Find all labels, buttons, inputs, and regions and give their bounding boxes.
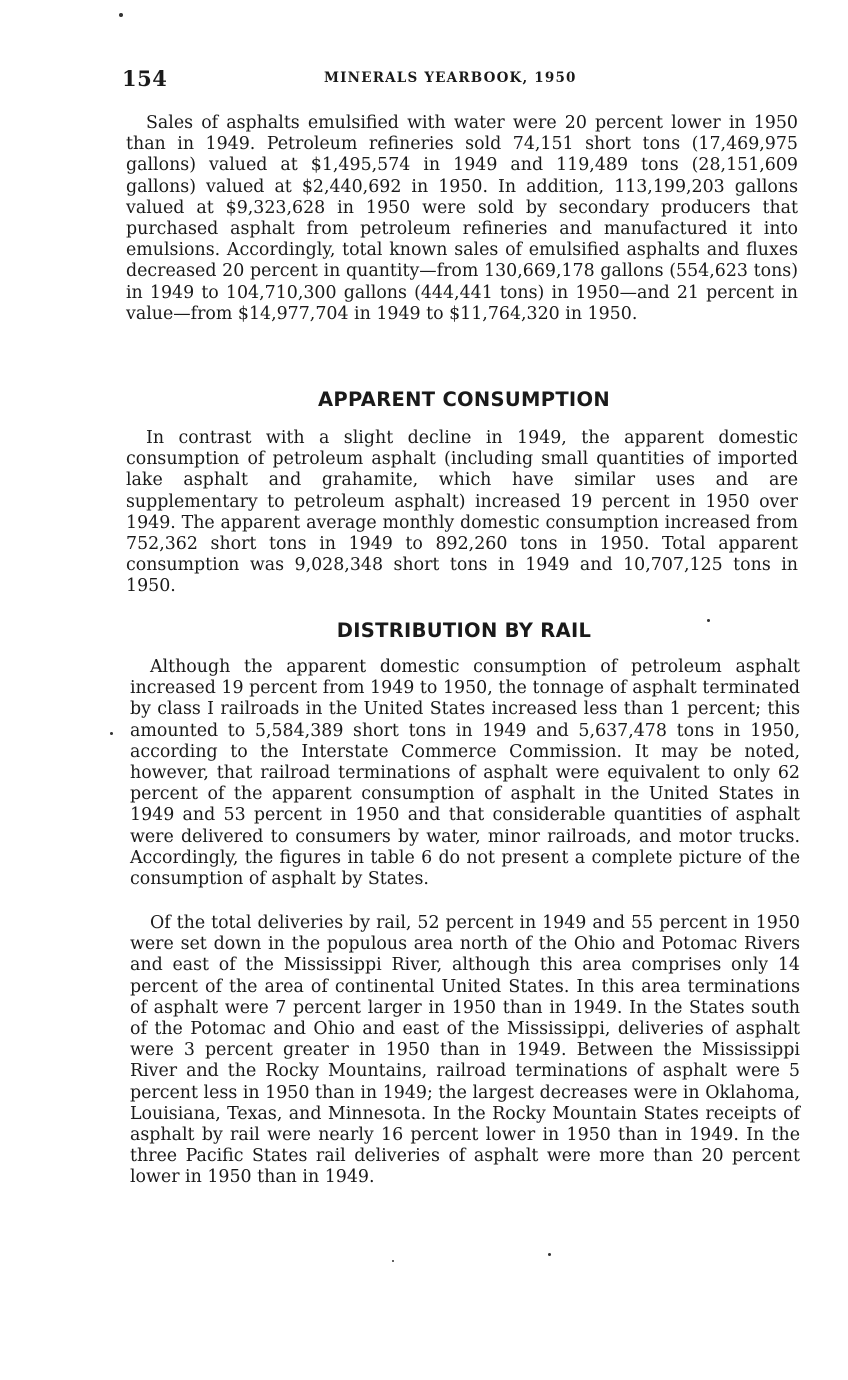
scan-speck xyxy=(707,619,710,622)
section-heading-distribution-by-rail: DISTRIBUTION BY RAIL xyxy=(336,619,592,642)
section-heading-apparent-consumption: APPARENT CONSUMPTION xyxy=(318,388,610,411)
paragraph-regional-deliveries: Of the total deliveries by rail, 52 percent in 1949 and 55 percent in 1950 were set down in the populous area north of the Ohio and Potomac Rivers and east of the Mississippi River, although this area comprises only 14 percent of the area of continental United States. In this area terminations of asphalt were 7 percent larger in 1950 than in 1949. In the States south of the Potomac and Ohio and east of the Mississippi, deliveries of asphalt were 3 percent greater in 1950 than in 1949. Between the Mississippi River and the Rocky Mountains, railroad terminations of asphalt were 5 percent less in 1950 than in 1949; the largest decreases were in Oklahoma, Louisiana, Texas, and Minnesota. In the Rocky Mountain States receipts of asphalt by rail were nearly 16 percent lower in 1950 than in 1949. In the three Pacific States rail deliveries of asphalt were more than 20 percent lower in 1950 than in 1949. xyxy=(130,913,800,1188)
running-header xyxy=(122,66,798,92)
scan-speck xyxy=(548,1253,551,1256)
running-title: MINERALS YEARBOOK, 1950 xyxy=(324,70,577,86)
scan-speck xyxy=(119,13,123,17)
paragraph-apparent-consumption: In contrast with a slight decline in 1949, the apparent domestic consumption of petroleum asphalt (including small quantities of imported lake asphalt and grahamite, which have similar uses and are supplementary to petroleum asphalt) increased 19 percent in 1950 over 1949. The apparent average monthly domestic consumption increased from 752,362 short tons in 1949 to 892,260 tons in 1950. Total apparent consumption was 9,028,348 short tons in 1949 and 10,707,125 tons in 1950. xyxy=(126,428,798,597)
page-number: 154 xyxy=(122,66,168,91)
scan-speck xyxy=(110,732,113,735)
paragraph-emulsified-asphalt-sales: Sales of asphalts emulsified with water were 20 percent lower in 1950 than in 1949. Petroleum refineries sold 74,151 short tons (17,469,975 gallons) valued at $1,495,574 in 1949 and 119,489 tons (28,151,609 gallons) valued at $2,440,692 in 1950. In addition, 113,199,203 gallons valued at $9,323,628 in 1950 were sold by secondary producers that purchased asphalt from petroleum refineries and manufactured it into emulsions. Accordingly, total known sales of emulsified asphalts and fluxes decreased 20 percent in quantity—from 130,669,178 gallons (554,623 tons) in 1949 to 104,710,300 gallons (444,441 tons) in 1950—and 21 percent in value—from $14,977,704 in 1949 to $11,764,320 in 1950. xyxy=(126,113,798,324)
scan-speck xyxy=(392,1260,394,1262)
paragraph-rail-terminations: Although the apparent domestic consumption of petroleum asphalt increased 19 percent from 1949 to 1950, the tonnage of asphalt terminated by class I railroads in the United States increased less than 1 percent; this amounted to 5,584,389 short tons in 1949 and 5,637,478 tons in 1950, according to the Interstate Commerce Commission. It may be noted, however, that railroad terminations of asphalt were equivalent to only 62 percent of the apparent consumption of asphalt in the United States in 1949 and 53 percent in 1950 and that considerable quantities of asphalt were delivered to consumers by water, minor railroads, and motor trucks. Accordingly, the figures in table 6 do not present a complete picture of the consumption of asphalt by States. xyxy=(130,657,800,890)
